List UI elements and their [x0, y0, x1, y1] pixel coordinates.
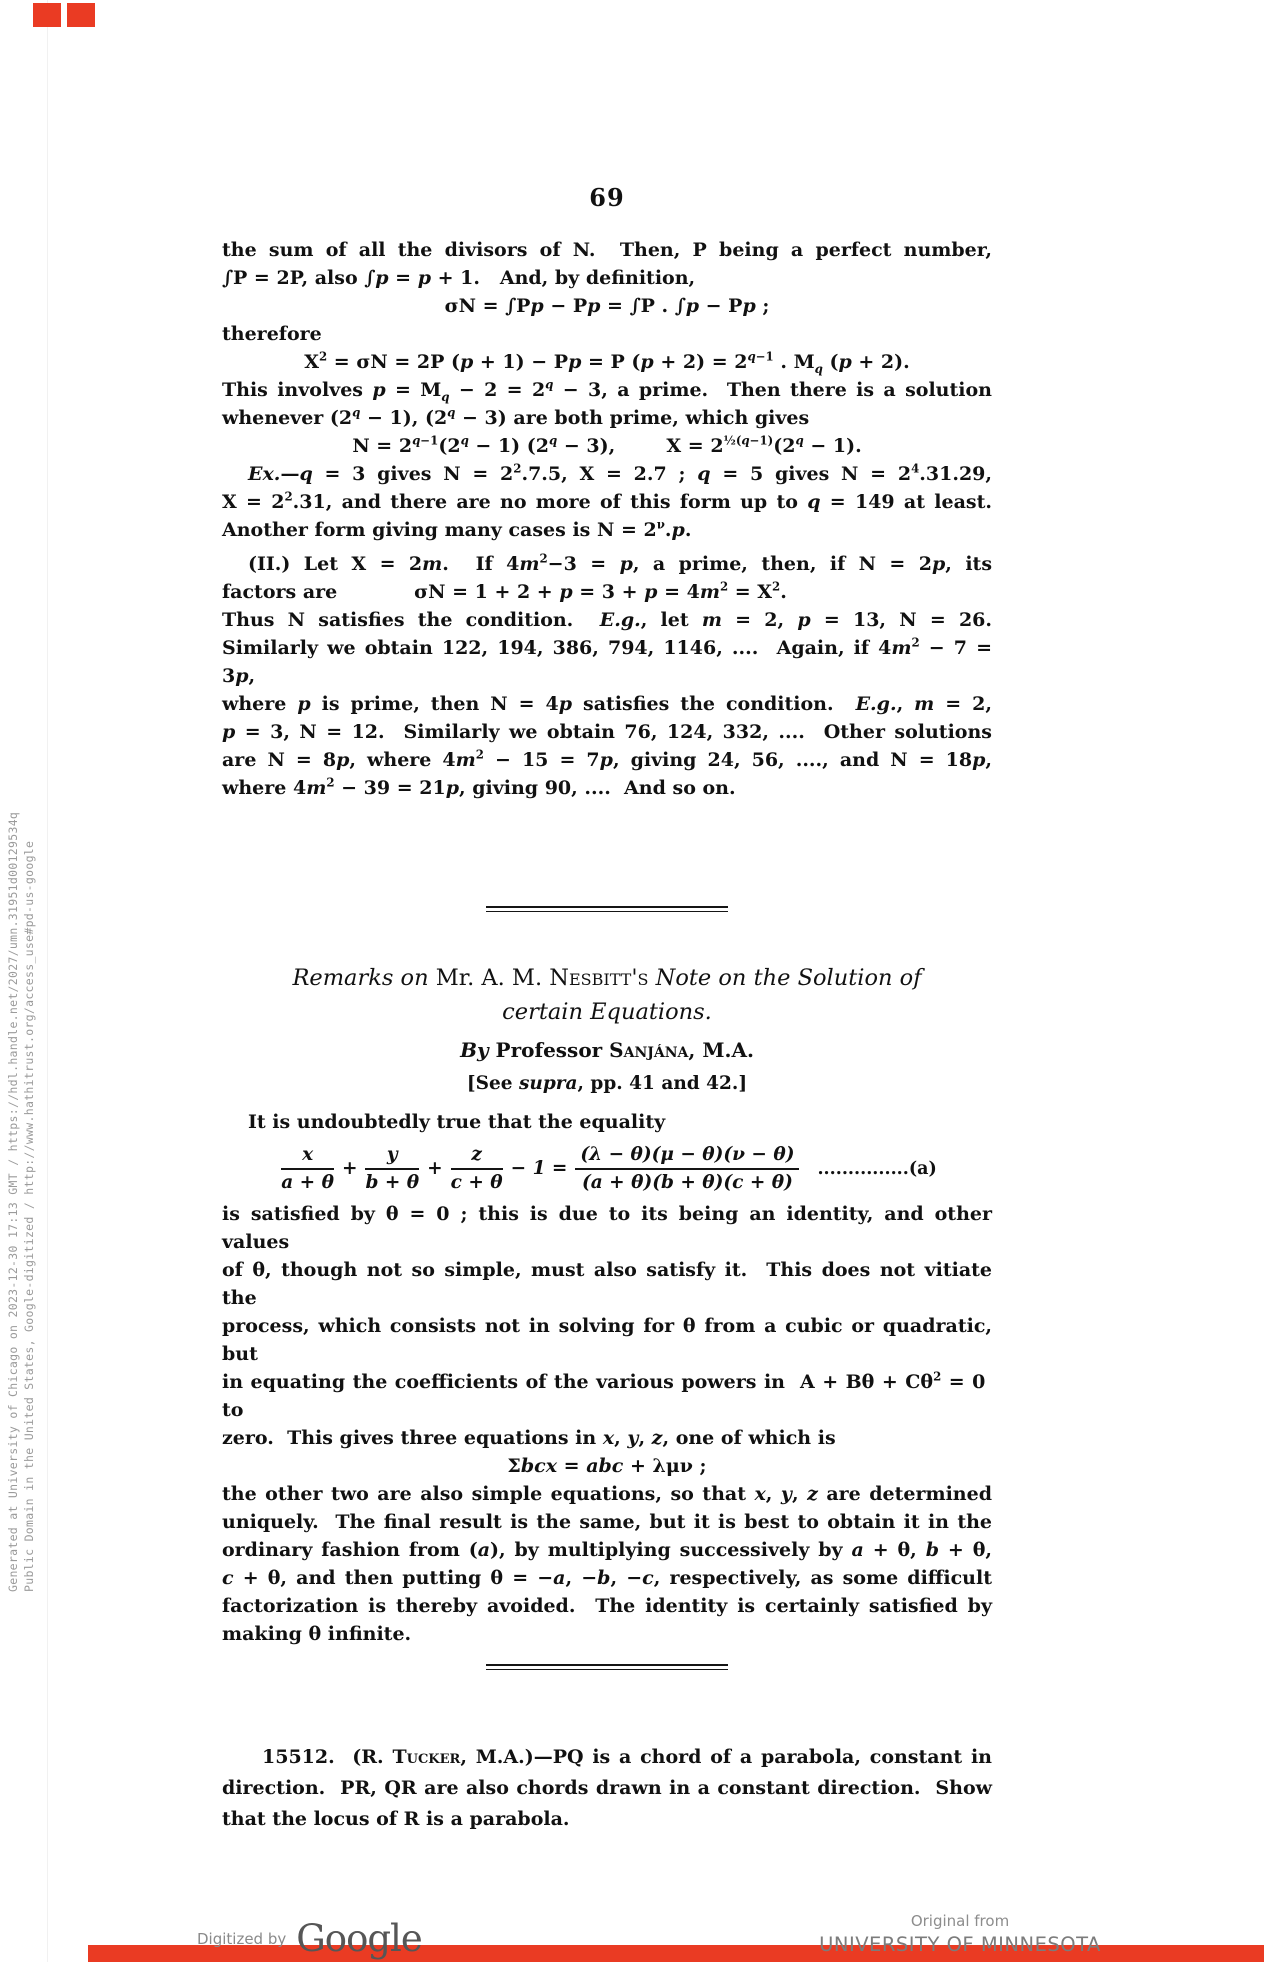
equation-line: $N = 2^{q-1}(2^q - 1) (2^q - 3)$, $X = 2^{\frac{1}{2}(q-1)}(2^q - 1)$. — [352, 433, 862, 457]
text-line: uniquely. The final result is the same, but it is best to obtain it in the — [222, 1511, 992, 1533]
article-byline: By Professor Sanjána, M.A. — [460, 1038, 754, 1062]
equation-a: $\frac{x}{a + \theta}$ + $\frac{y}{b + \theta}$ + $\frac{z}{c + \theta}$ − 1 = $\frac{(\lambda - \theta)(\mu - \theta)(\nu - \theta)}{(a + \theta)(b + \theta)(c + \theta)}$ ...............(a) — [281, 1144, 937, 1193]
text-line: ∫P = 2P, also ∫p = p + 1. And, by definition, — [222, 267, 696, 289]
watermark-generated-line: Generated at University of Chicago on 2023-12-30 17:13 GMT / https://hdl.handle.net/2027/umn.31951d00129534q — [6, 811, 20, 1592]
fraction-rhs: $\frac{(\lambda - \theta)(\mu - \theta)(\nu - \theta)}{(a + \theta)(b + \theta)(c + \theta)}$ — [575, 1144, 799, 1194]
text-line: ordinary fashion from (a), by multiplying successively by a + θ, b + θ, — [222, 1539, 992, 1561]
text-line: $X = 2^2.31$, and there are no more of this form up to q = 149 at least. — [222, 489, 992, 513]
text-line: It is undoubtedly true that the equality — [248, 1111, 666, 1133]
equation-label-a: ...............(a) — [817, 1159, 937, 1179]
text-line: zero. This gives three equations in x, y, z, one of which is — [222, 1427, 836, 1449]
watermark-public-domain-line: Public Domain in the United States, Google-digitized / http://www.hathitrust.org/access_use#pd-us-google — [22, 840, 36, 1592]
article-title-line-1: Remarks on Mr. A. M. Nesbitt's Note on the Solution of — [292, 965, 922, 991]
text-line: Thus N satisfies the condition. E.g., let m = 2, p = 13, N = 26. — [222, 609, 992, 631]
text-line: where p is prime, then N = 4p satisfies the condition. E.g., m = 2, — [222, 693, 992, 715]
scanned-page-text — [222, 184, 992, 1835]
section-divider — [486, 906, 728, 912]
fraction-y: $\frac{y}{b + \theta}$ — [365, 1144, 420, 1193]
equation-line: σN = ∫Pp − Pp = ∫P . ∫p − Pp ; — [444, 295, 770, 317]
google-logo: Google — [296, 1917, 422, 1960]
text-line: whenever $(2^q - 1)$, $(2^q - 3)$ are both prime, which gives — [222, 405, 810, 429]
article-title-line-2: certain Equations. — [502, 999, 712, 1025]
text-line: the other two are also simple equations, so that x, y, z are determined — [222, 1483, 992, 1505]
fraction-x: $\frac{x}{a + \theta}$ — [281, 1144, 334, 1193]
text-line: factors are $\sigma N = 1 + 2 + p = 3 + p = 4m^2 = X^2$. — [222, 579, 787, 603]
text-line: making θ infinite. — [222, 1623, 412, 1645]
fraction-z: $\frac{z}{c + \theta}$ — [450, 1144, 503, 1193]
problem-15512 — [222, 1742, 992, 1835]
red-stamp-block-1 — [33, 3, 61, 27]
red-stamp-block-2 — [67, 3, 95, 27]
digitized-by-footer — [197, 1917, 422, 1960]
text-line: Ex.—q = 3 gives $N = 2^2.7.5$, X = 2.7 ; q = 5 gives $N = 2^4.31.29$, — [248, 461, 993, 485]
text-line: the sum of all the divisors of N. Then, P being a perfect number, — [222, 239, 992, 261]
text-line: p = 3, N = 12. Similarly we obtain 76, 124, 332, .... Other solutions — [222, 721, 992, 743]
text-line: is satisfied by θ = 0 ; this is due to its being an identity, and other values — [222, 1203, 992, 1253]
text-line: in equating the coefficients of the various powers in $A + B\theta + C\theta^2 = 0$ to — [222, 1369, 992, 1421]
page-number: 69 — [589, 183, 625, 212]
see-reference-note: [See supra, pp. 41 and 42.] — [466, 1073, 748, 1094]
text-line: (II.) Let X = 2m. If $4m^2-3 = p$, a prime, then, if N = 2p, its — [248, 551, 993, 575]
text-line: where $4m^2 - 39 = 21p$, giving 90, .... And so on. — [222, 775, 736, 799]
text-line: Another form giving many cases is $N = 2^\nu.p$. — [222, 517, 692, 541]
text-line: are N = 8p, where $4m^2 - 15 = 7p$, giving 24, 56, ...., and N = 18p, — [222, 747, 993, 771]
text-line: c + θ, and then putting θ = −a, −b, −c, respectively, as some difficult — [222, 1567, 992, 1589]
original-from-footer — [810, 1912, 1110, 1956]
equation-line: $X^2 = \sigma N = 2P$ (p + 1) − Pp = P $(p + 2) = 2^{q-1}$ . $M_q$ (p + 2). — [304, 349, 910, 376]
text-line: of θ, though not so simple, must also satisfy it. This does not vitiate the — [222, 1259, 992, 1309]
institution-label: UNIVERSITY OF MINNESOTA — [819, 1933, 1101, 1956]
section-divider — [486, 1664, 728, 1670]
original-from-label: Original from — [910, 1912, 1010, 1930]
digitized-by-label: Digitized by — [197, 1929, 287, 1948]
text-line: therefore — [222, 323, 322, 345]
equation-line: Σbcx = abc + λμν ; — [507, 1455, 707, 1477]
text-line: that the locus of R is a parabola. — [222, 1808, 570, 1830]
text-line: direction. PR, QR are also chords drawn in a constant direction. Show — [222, 1777, 992, 1799]
text-line: 15512. (R. Tucker, M.A.)—PQ is a chord of a parabola, constant in — [262, 1746, 992, 1768]
text-line: Similarly we obtain 122, 194, 386, 794, 1146, .... Again, if $4m^2 - 7 = 3p$, — [222, 635, 992, 687]
text-line: process, which consists not in solving for θ from a cubic or quadratic, but — [222, 1315, 992, 1365]
text-line: This involves $p = M_q - 2 = 2^q - 3$, a prime. Then there is a solution — [222, 377, 992, 404]
page-scan-edge — [47, 0, 48, 1962]
text-line: factorization is thereby avoided. The identity is certainly satisfied by — [222, 1595, 992, 1617]
